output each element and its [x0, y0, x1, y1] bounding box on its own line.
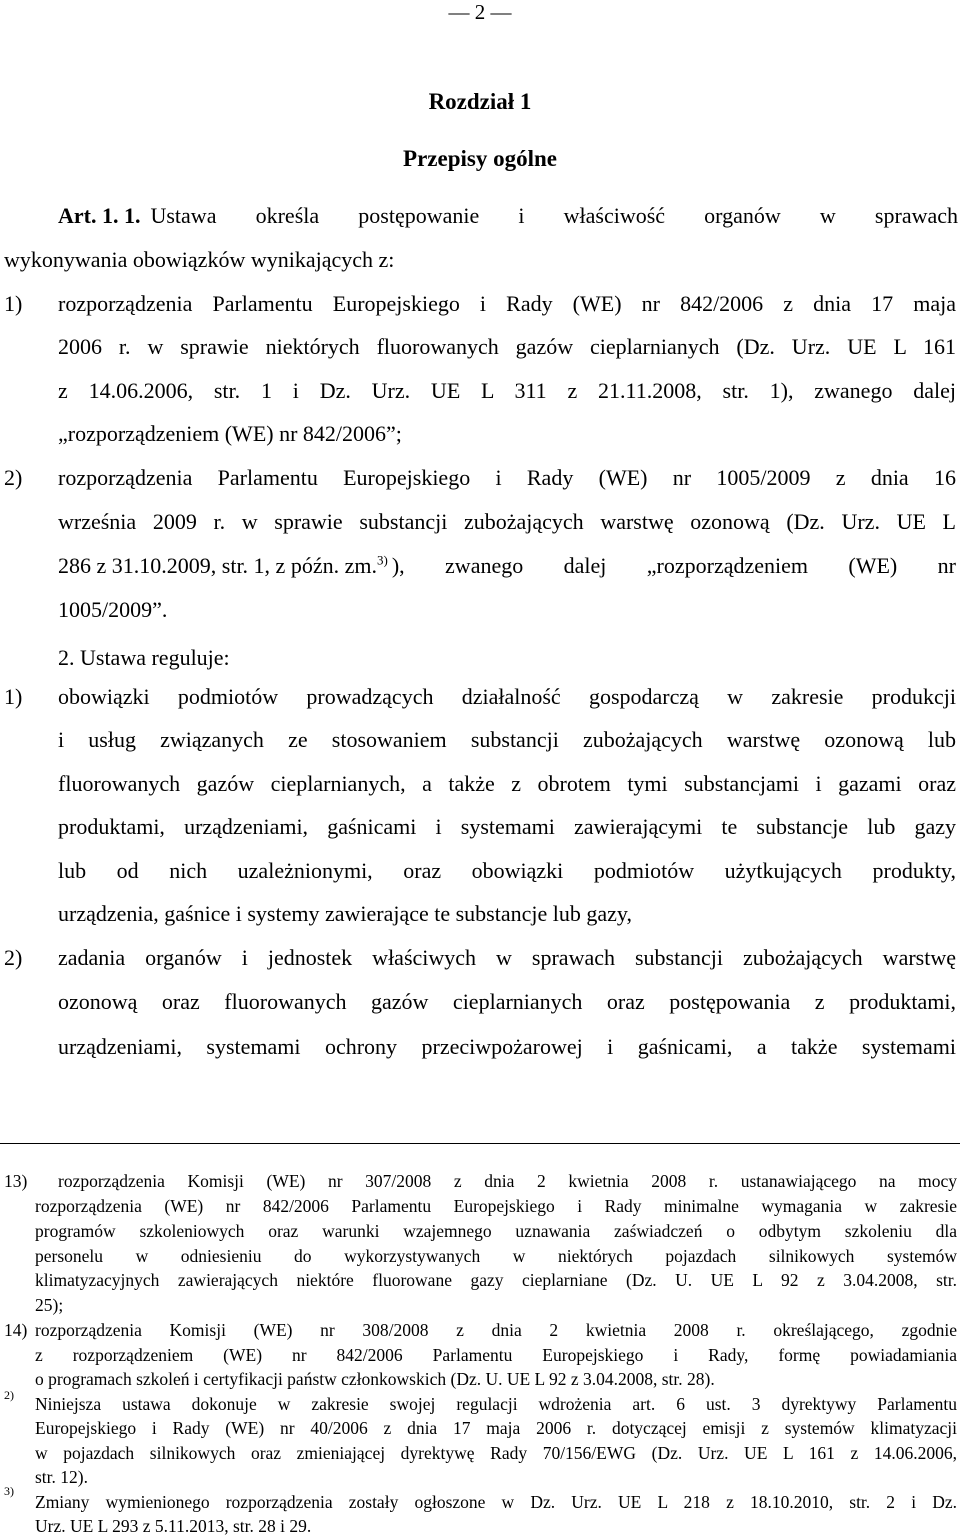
item-line: ozonową oraz fluorowanych gazów cieplarnianych oraz postępowania z produktami, — [58, 989, 956, 1014]
item-line: z 14.06.2006, str. 1 i Dz. Urz. UE L 311 z 21.11.2008, str. 1), zwanego dalej — [58, 378, 956, 403]
article-label: Art. 1. 1. — [58, 203, 141, 228]
item-line — [58, 553, 956, 579]
item-line: fluorowanych gazów cieplarnianych, a także z obrotem tymi substancjami i gazami oraz — [58, 771, 956, 796]
page-number: — 2 — — [448, 0, 512, 24]
item-number: 1) — [4, 291, 23, 316]
footnote-separator — [0, 1143, 960, 1144]
item-number: 1) — [4, 684, 23, 709]
item-number: 2) — [4, 945, 23, 970]
item-line: zadania organów i jednostek właściwych w sprawach substancji zubożających warstwę — [58, 945, 956, 970]
footnote-number: 13) — [4, 1171, 28, 1191]
footnote-line: personelu w odniesieniu do wykorzystywanych w niektórych pojazdach silnikowych systemów — [35, 1246, 957, 1266]
item-line: urządzeniami, systemami ochrony przeciwpożarowej i gaśnicami, a także systemami — [58, 1034, 956, 1059]
item-line: „rozporządzeniem (WE) nr 842/2006”; — [58, 421, 402, 446]
footnote-line: z rozporządzeniem (WE) nr 842/2006 Parlamentu Europejskiego i Rady, formę powiadamiania — [35, 1345, 957, 1365]
item-line: i usług związanych ze stosowaniem substancji zubożających warstwę ozonową lub — [58, 727, 956, 752]
item-line-text: 286 z 31.10.2009, str. 1, z późn. zm. — [58, 553, 377, 578]
footnote-line: w pojazdach silnikowych oraz zmieniającej dyrektywę Rady 70/156/EWG (Dz. Urz. UE L 161 z 14.06.2006, — [35, 1443, 957, 1463]
item-line: urządzenia, gaśnice i systemy zawierające te substancje lub gazy, — [58, 901, 632, 926]
item-line: rozporządzenia Parlamentu Europejskiego i Rady (WE) nr 842/2006 z dnia 17 maja — [58, 291, 956, 316]
footnote-line: o programach szkoleń i certyfikacji państw członkowskich (Dz. U. UE L 92 z 3.04.2008, str. 28). — [35, 1369, 715, 1389]
footnote-number: 14) — [4, 1320, 28, 1340]
art1-intro-text-1: Ustawa określa postępowanie i właściwość organów w sprawach — [150, 203, 958, 228]
footnote-ref-3[interactable]: 3) — [376, 552, 388, 568]
footnote-line: str. 12). — [35, 1467, 88, 1487]
footnote-line: rozporządzenia Komisji (WE) nr 308/2008 z dnia 2 kwietnia 2008 r. określającego, zgodnie — [35, 1320, 957, 1340]
item-line: 1005/2009”. — [58, 597, 168, 622]
footnote-marker: 3) — [4, 1484, 14, 1498]
footnote-line: Niniejsza ustawa dokonuje w zakresie swojej regulacji wdrożenia art. 6 ust. 3 dyrektywy Parlamentu — [35, 1394, 957, 1414]
footnote-line: Urz. UE L 293 z 5.11.2013, str. 28 i 29. — [35, 1516, 312, 1536]
item-line: rozporządzenia Parlamentu Europejskiego i Rady (WE) nr 1005/2009 z dnia 16 — [58, 465, 956, 490]
item-line: produktami, urządzeniami, gaśnicami i systemami zawierającymi te substancje lub gazy — [58, 814, 956, 839]
art1-2-intro: 2. Ustawa reguluje: — [58, 645, 230, 670]
item-line: lub od nich uzależnionymi, oraz obowiązki podmiotów użytkujących produkty, — [58, 858, 956, 883]
art1-intro-line1 — [58, 194, 958, 238]
item-line: obowiązki podmiotów prowadzących działalność gospodarczą w zakresie produkcji — [58, 684, 956, 709]
footnote-line: 25); — [35, 1295, 64, 1315]
item-line-text: ), zwanego dalej „rozporządzeniem (WE) nr — [391, 553, 956, 578]
footnote-line: klimatyzacyjnych zawierających niektóre fluorowane gazy cieplarniane (Dz. U. UE L 92 z 3.04.2008, str. — [35, 1270, 957, 1290]
art1-intro-text-2: wykonywania obowiązków wynikających z: — [4, 247, 395, 272]
item-number: 2) — [4, 465, 23, 490]
footnote-line: Zmiany wymienionego rozporządzenia zostały ogłoszone w Dz. Urz. UE L 218 z 18.10.2010, str. 2 i Dz. — [35, 1492, 957, 1512]
footnote-line: rozporządzenia Komisji (WE) nr 307/2008 z dnia 2 kwietnia 2008 r. ustanawiającego na mocy — [58, 1171, 957, 1191]
footnote-line: rozporządzenia (WE) nr 842/2006 Parlamentu Europejskiego i Rady minimalne wymagania w zakresie — [35, 1196, 957, 1216]
chapter-title: Przepisy ogólne — [403, 146, 557, 171]
chapter-heading: Rozdział 1 — [428, 89, 532, 114]
item-line: 2006 r. w sprawie niektórych fluorowanych gazów cieplarnianych (Dz. Urz. UE L 161 — [58, 334, 956, 359]
footnote-line: programów szkoleniowych oraz warunki wzajemnego uznawania zaświadczeń o odbytym szkoleniu dla — [35, 1221, 957, 1241]
item-line: września 2009 r. w sprawie substancji zubożających warstwę ozonową (Dz. Urz. UE L — [58, 509, 956, 534]
footnote-marker: 2) — [4, 1388, 14, 1402]
footnote-line: Europejskiego i Rady (WE) nr 40/2006 z dnia 17 maja 2006 r. dotyczącej emisji z systemów klimatyzacji — [35, 1418, 957, 1438]
